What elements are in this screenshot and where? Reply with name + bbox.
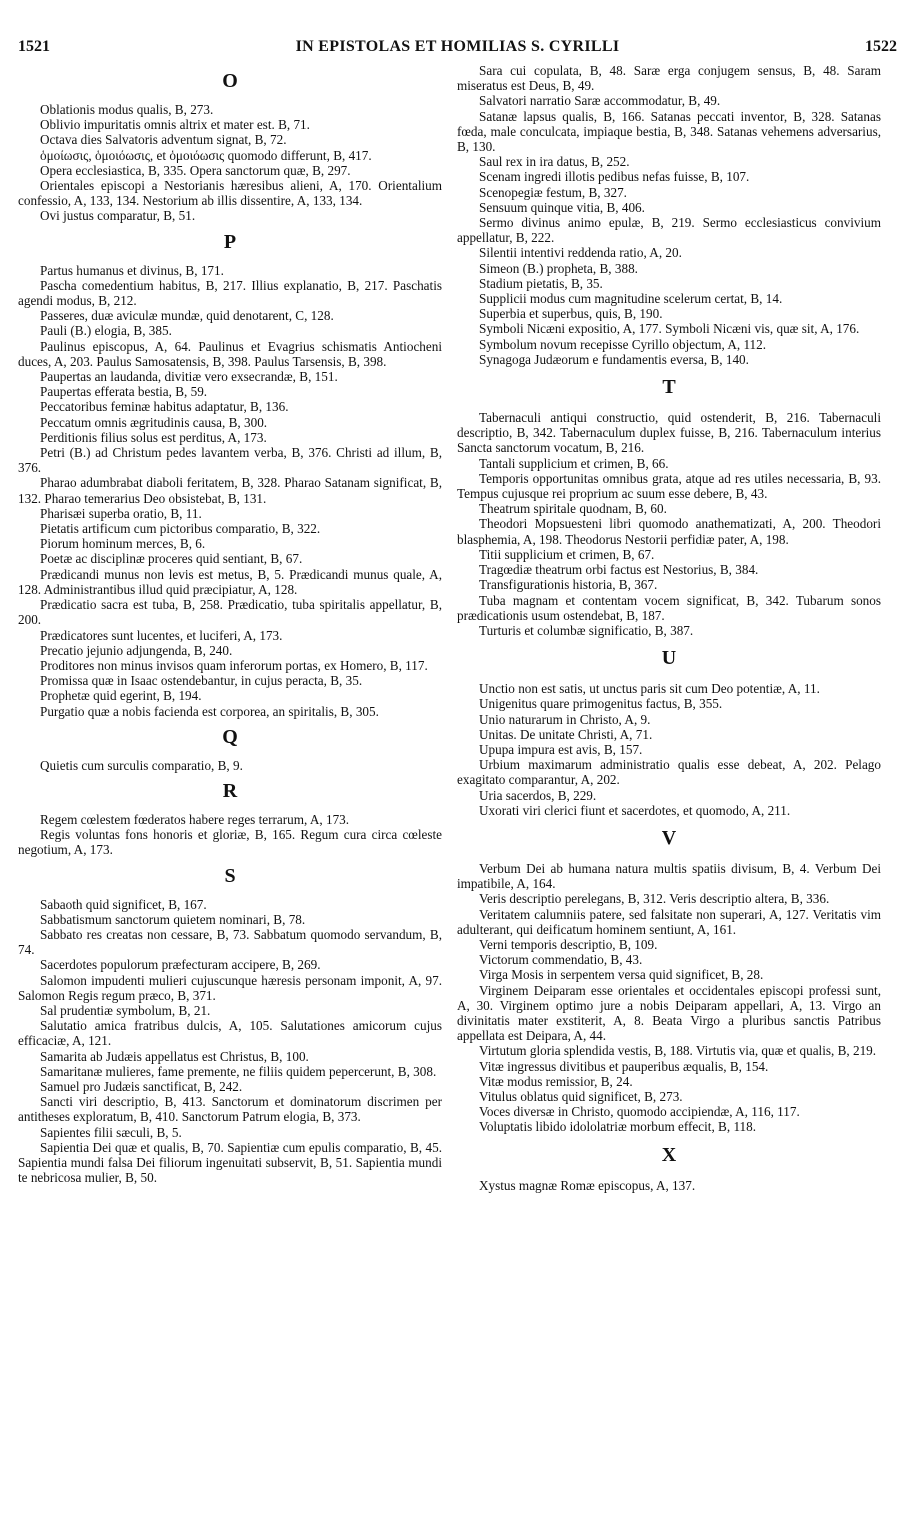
index-entry: Silentii intentivi reddenda ratio, A, 20. <box>479 245 682 261</box>
index-entry: Uxorati viri clerici fiunt et sacerdotes, et quomodo, A, 211. <box>479 802 791 818</box>
index-entry: Salvatori narratio Saræ accommodatur, B, 49. <box>479 93 721 109</box>
index-entry: Paupertas efferata bestia, B, 59. <box>40 384 208 400</box>
index-entry: Purgatio quæ a nobis facienda est corporea, an spiritalis, B, 305. <box>40 703 379 719</box>
index-entry: Sabaoth quid significet, B, 167. <box>40 896 207 912</box>
index-entry: Temporis opportunitas omnibus grata, atque ad res utiles necessaria, B, 93. Tempus cujusque rei proprium ac suum esse debere, B, 43. <box>457 470 881 502</box>
index-entry: Virginem Deiparam esse orientales et occidentales episcopi professi sunt, A, 30. Virginem optimo jure a nobis Deiparam appellari, A, 13. Virgo an divinitatis mater exstiterit, A, 8. Beata Virgo a pluribus sanctis Patribus appellata est Deipara, A, 44. <box>457 982 881 1044</box>
index-section <box>457 647 881 818</box>
index-entry: Victorum commendatio, B, 43. <box>479 952 643 968</box>
index-entry: Precatio jejunio adjungenda, B, 240. <box>40 642 233 658</box>
index-section <box>18 726 442 773</box>
index-entry: Promissa quæ in Isaac ostendebantur, in cujus peracta, B, 35. <box>40 673 363 689</box>
index-entry: Petri (B.) ad Christum pedes lavantem verba, B, 376. Christi ad illum, B, 376. <box>18 445 442 476</box>
index-entry: Oblationis modus qualis, B, 273. <box>40 102 214 117</box>
index-entry: Veris descriptio perelegans, B, 312. Veris descriptio altera, B, 336. <box>479 891 830 907</box>
section-letter: V <box>661 826 677 849</box>
index-entry: Simeon (B.) propheta, B, 388. <box>479 260 638 276</box>
index-entry: Stadium pietatis, B, 35. <box>479 275 603 291</box>
index-entry: Paulinus episcopus, A, 64. Paulinus et Evagrius schismatis Antiocheni duces, A, 203. Paulus Samosatensis, B, 398. Paulus Tarsensis, B, 398. <box>18 338 442 369</box>
index-section <box>18 231 442 719</box>
index-entry: Virtutum gloria splendida vestis, B, 188. Virtutis via, quæ et qualis, B, 219. <box>479 1043 877 1059</box>
index-entry: Turturis et columbæ significatio, B, 387. <box>479 622 694 638</box>
index-section <box>457 63 881 367</box>
index-section <box>457 1144 881 1193</box>
index-entry: Symbolum novum recepisse Cyrillo objectum, A, 112. <box>479 336 767 352</box>
index-entry: Scenopegiæ festum, B, 327. <box>479 184 627 200</box>
index-entry: Urbium maximarum administratio qualis esse debeat, A, 202. Pelago exagitato comparantur, A, 202. <box>457 757 881 788</box>
index-entry: Titii supplicium et crimen, B, 67. <box>479 546 655 562</box>
index-entry: Partus humanus et divinus, B, 171. <box>40 262 224 278</box>
index-entry: Sara cui copulata, B, 48. Saræ erga conjugem sensus, B, 48. Saram miseratus est Deus, B, 49. <box>457 63 881 94</box>
index-entry: Regis voluntas fons honoris et gloriæ, B, 165. Regum cura circa cœleste negotium, A, 173. <box>18 827 442 858</box>
index-entry: Unio naturarum in Christo, A, 9. <box>479 711 651 727</box>
index-entry: Proditores non minus invisos quam inferorum portas, ex Homero, B, 117. <box>40 657 428 673</box>
index-entry: Prædicatores sunt lucentes, et luciferi, A, 173. <box>40 627 283 643</box>
index-section <box>18 780 442 858</box>
index-entry: Unctio non est satis, ut unctus paris sit cum Deo potentiæ, A, 11. <box>479 681 820 697</box>
index-entry: Poetæ ac disciplinæ proceres quid sentiant, B, 67. <box>40 551 303 567</box>
index-entry: Voces diversæ in Christo, quomodo accipiendæ, A, 116, 117. <box>479 1104 800 1120</box>
index-entry: Sancti viri descriptio, B, 413. Sanctorum et dominatorum discrimen per antitheses exploratum, B, 410. Sanctorum Patrum elogia, B, 373. <box>18 1094 442 1125</box>
index-entry: Scenam ingredi illotis pedibus nefas fuisse, B, 107. <box>479 169 750 185</box>
index-entry: Verbum Dei ab humana natura multis spatiis divisum, B, 4. Verbum Dei impatibile, A, 164. <box>457 860 881 892</box>
index-section <box>18 70 442 224</box>
section-letter: T <box>662 376 676 399</box>
index-entry: Vitæ ingressus divitibus et pauperibus æqualis, B, 154. <box>479 1058 769 1074</box>
running-title: IN EPISTOLAS ET HOMILIAS S. CYRILLI <box>295 38 620 55</box>
index-entry: Paupertas an laudanda, divitiæ vero exsecrandæ, B, 151. <box>40 369 338 385</box>
index-entry: Veritatem calumniis patere, sed falsitate non superari, A, 127. Veritatis vim adulterant, qui deificatum hominem sentiunt, A, 161. <box>457 906 881 937</box>
index-entry: Saul rex in ira datus, B, 252. <box>479 154 630 170</box>
index-entry: Samaritanæ mulieres, fame premente, ne filiis quidem pepercerunt, B, 308. <box>40 1063 437 1079</box>
index-entry: Sabbato res creatas non cessare, B, 73. Sabbatum quomodo servandum, B, 74. <box>18 926 442 958</box>
index-entry: Sacerdotes populorum præfecturam accipere, B, 269. <box>40 957 321 973</box>
index-entry: Peccatum omnis ægritudinis causa, B, 300. <box>40 414 268 430</box>
index-entry: Ovi justus comparatur, B, 51. <box>40 208 196 224</box>
index-entry: Peccatoribus feminæ habitus adaptatur, B, 136. <box>40 399 289 415</box>
index-entry: Transfigurationis historia, B, 367. <box>479 577 658 593</box>
index-entry: Prædicandi munus non levis est metus, B, 5. Prædicandi munus quale, A, 128. Administrantibus illud quid præcipiatur, A, 128. <box>18 566 442 597</box>
index-entry: Virga Mosis in serpentem versa quid significet, B, 28. <box>479 967 764 983</box>
index-entry: Xystus magnæ Romæ episcopus, A, 137. <box>479 1177 696 1193</box>
index-entry: ὁμοίωσις, ὁμοιόωσις, et ὁμοιόωσις quomodo differunt, B, 417. <box>40 147 372 163</box>
index-entry: Tuba magnam et contentam vocem significat, B, 342. Tubarum sonos prædicationis usum ostendebat, B, 187. <box>457 592 881 623</box>
index-entry: Voluptatis libido idololatriæ morbum effecit, B, 118. <box>479 1119 757 1135</box>
index-entry: Unigenitus quare primogenitus factus, B, 355. <box>479 696 723 712</box>
index-section <box>18 865 442 1186</box>
index-entry: Prophetæ quid egerint, B, 194. <box>40 688 202 704</box>
section-letter: O <box>222 70 238 92</box>
index-entry: Quietis cum surculis comparatio, B, 9. <box>40 757 243 773</box>
index-entry: Sapientes filii sæculi, B, 5. <box>40 1124 182 1140</box>
page-number-left: 1521 <box>18 38 50 55</box>
section-letter: S <box>224 864 236 887</box>
index-entry: Sensuum quinque vitia, B, 406. <box>479 199 645 215</box>
index-entry: Pietatis artificum cum pictoribus comparatio, B, 322. <box>40 521 321 537</box>
index-entry: Orientales episcopi a Nestorianis hæresibus alieni, A, 170. Orientalium confessio, A, 133, 134. Nestorium ab illis dissentire, A, 133, 134. <box>18 178 442 209</box>
index-entry: Pharao adumbrabat diaboli feritatem, B, 328. Pharao Satanam significat, B, 132. Pharao temerarius Deo obsistebat, B, 131. <box>18 475 442 506</box>
index-entry: Prædicatio sacra est tuba, B, 258. Prædicatio, tuba spiritalis appellatur, B, 200. <box>18 597 442 628</box>
index-entry: Unitas. De unitate Christi, A, 71. <box>479 726 653 742</box>
index-entry: Synagoga Judæorum e fundamentis eversa, B, 140. <box>479 351 749 367</box>
index-entry: Sal prudentiæ symbolum, B, 21. <box>40 1002 211 1018</box>
index-entry: Verni temporis descriptio, B, 109. <box>479 936 658 952</box>
section-letter: U <box>661 647 677 670</box>
index-entry: Tantali supplicium et crimen, B, 66. <box>479 455 669 471</box>
index-entry: Theatrum spiritale quodnam, B, 60. <box>479 501 667 517</box>
left-column <box>18 63 442 1185</box>
index-entry: Samarita ab Judæis appellatus est Christus, B, 100. <box>40 1048 309 1064</box>
running-header <box>18 38 897 60</box>
index-entry: Sabbatismum sanctorum quietem nominari, B, 78. <box>40 911 306 927</box>
index-entry: Samuel pro Judæis sanctificat, B, 242. <box>40 1078 243 1094</box>
index-entry: Salomon impudenti mulieri cujuscunque hæresis personam imponit, A, 97. Salomon Regis regum præco, B, 371. <box>18 972 442 1003</box>
section-letter: P <box>223 230 237 253</box>
index-entry: Sapientia Dei quæ et qualis, B, 70. Sapientiæ cum epulis comparatio, B, 45. Sapientia mundi falsa Dei filiorum ingenuitati subservit, B, 51. Sapientia mundi te nebricosa mulier, B, 50. <box>18 1139 442 1186</box>
index-entry: Pauli (B.) elogia, B, 385. <box>40 323 172 339</box>
index-entry: Upupa impura est avis, B, 157. <box>479 741 643 757</box>
index-entry: Vitulus oblatus quid significet, B, 273. <box>479 1088 683 1104</box>
index-section <box>457 827 881 1135</box>
index-entry: Theodori Mopsuesteni libri quomodo anathematizati, A, 200. Theodori blasphemia, A, 198. Theodorus Nestorii perfidiæ pater, A, 198. <box>457 516 881 547</box>
index-section <box>457 376 881 638</box>
index-entry: Pascha comedentium habitus, B, 217. Illius explanatio, B, 217. Paschatis agendi modus, B, 212. <box>18 277 442 309</box>
section-letter: R <box>222 779 238 802</box>
index-entry: Vitæ modus remissior, B, 24. <box>479 1073 633 1089</box>
index-entry: Piorum hominum merces, B, 6. <box>40 536 206 552</box>
index-entry: Pharisæi superba oratio, B, 11. <box>40 505 202 521</box>
index-entry: Tragœdiæ theatrum orbi factus est Nestorius, B, 384. <box>479 562 759 578</box>
index-entry: Sermo divinus animo epulæ, B, 219. Sermo ecclesiasticus convivium appellatur, B, 222. <box>457 215 881 246</box>
index-entry: Passeres, duæ aviculæ mundæ, quid denotarent, C, 128. <box>40 308 334 324</box>
index-entry: Perditionis filius solus est perditus, A, 173. <box>40 429 267 445</box>
page-number-right: 1522 <box>865 38 897 55</box>
index-entry: Superbia et superbus, quis, B, 190. <box>479 306 663 322</box>
section-letter: X <box>661 1143 677 1166</box>
index-entry: Regem cœlestem fœderatos habere reges terrarum, A, 173. <box>40 811 350 827</box>
index-entry: Octava dies Salvatoris adventum signat, B, 72. <box>40 132 287 148</box>
index-entry: Symboli Nicæni expositio, A, 177. Symboli Nicæni vis, quæ sit, A, 176. <box>479 321 860 337</box>
index-entry: Uria sacerdos, B, 229. <box>479 787 597 803</box>
index-entry: Supplicii modus cum magnitudine scelerum certat, B, 14. <box>479 291 783 307</box>
right-column <box>457 63 881 1193</box>
index-entry: Salutatio amica fratribus dulcis, A, 105. Salutationes amicorum cujus efficaciæ, A, 121. <box>18 1018 442 1049</box>
index-entry: Opera ecclesiastica, B, 335. Opera sanctorum quæ, B, 297. <box>40 162 351 178</box>
index-entry: Oblivio impuritatis omnis altrix et mater est. B, 71. <box>40 117 310 133</box>
section-letter: Q <box>222 725 238 748</box>
index-entry: Satanæ lapsus qualis, B, 166. Satanas peccati inventor, B, 328. Satanas fœda, male conculcata, impiaque bestia, B, 348. Satanas vehemens adversarius, B, 130. <box>457 108 881 155</box>
index-entry: Tabernaculi antiqui constructio, quid ostenderit, B, 216. Tabernaculi descriptio, B, 342. Tabernaculum duplex fuisse, B, 216. Tabernaculum interius Sancta sanctorum vocatum, B, 216. <box>457 410 881 456</box>
